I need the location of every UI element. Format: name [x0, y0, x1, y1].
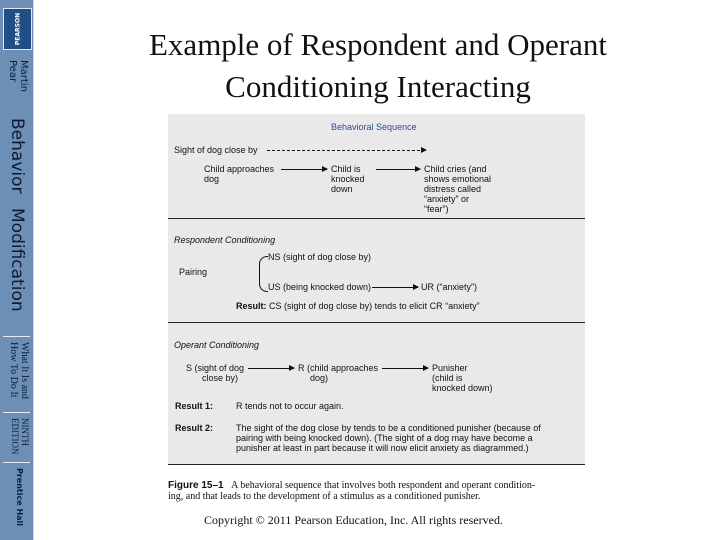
banner-title-behavior: Behavior: [7, 118, 27, 194]
result2-line: The sight of the dog close by tends to be a conditioned punisher (because of: [236, 423, 541, 433]
result-label: Result:: [236, 301, 267, 311]
respondent-result: [236, 301, 480, 311]
behavioral-sequence-heading: Behavioral Sequence: [331, 122, 417, 132]
r-line: R (child approaches: [298, 363, 379, 373]
banner-edition: [10, 418, 30, 455]
section-divider: [168, 218, 585, 219]
ur-label: UR (“anxiety”): [421, 282, 478, 292]
caption-line: [168, 480, 588, 491]
operant-heading: Operant Conditioning: [174, 340, 260, 350]
banner-title-modification: Modification: [7, 208, 27, 312]
result-text: CS (sight of dog close by) tends to elicit CR “anxiety”: [269, 301, 480, 311]
punisher-line: Punisher: [432, 363, 468, 373]
result2-label: Result 2:: [175, 423, 214, 433]
step-line: Child cries (and: [424, 164, 487, 174]
banner-divider: [3, 462, 30, 463]
step-child-approaches: [204, 164, 274, 184]
banner-divider: [3, 336, 30, 337]
figure-results-area: [168, 395, 585, 465]
figure-bottom-border: [168, 464, 585, 465]
slide-title-line: Conditioning Interacting: [225, 69, 531, 104]
result1-text: R tends not to occur again.: [236, 401, 344, 411]
punisher-line: knocked down): [432, 383, 493, 393]
step-line: shows emotional: [424, 174, 492, 184]
step-line: distress called: [424, 184, 482, 194]
step-line: Child approaches: [204, 164, 275, 174]
caption-text: A behavioral sequence that involves both respondent and operant condition-: [231, 480, 536, 491]
trigger-label: Sight of dog close by: [174, 145, 258, 155]
banner-authors: [7, 60, 29, 92]
author-name: Martin: [18, 60, 29, 92]
copyright-notice: Copyright © 2011 Pearson Education, Inc. All rights reserved.: [204, 513, 503, 527]
slide-title-line: Example of Respondent and Operant: [149, 27, 607, 62]
arrow: [281, 169, 327, 170]
banner-divider: [3, 412, 30, 413]
s-line: close by): [202, 373, 239, 383]
step-child-knocked-down: [331, 164, 365, 194]
arrow: [372, 287, 418, 288]
operant-r-label: [298, 363, 378, 383]
r-line: dog): [310, 373, 329, 383]
ns-label: NS (sight of dog close by): [268, 252, 372, 262]
operant-punisher-label: [432, 363, 493, 393]
operant-s-label: [186, 363, 244, 383]
result2-line: punisher at least in part because it will now elicit anxiety as diagrammed.): [236, 443, 529, 453]
subtitle-line: How To Do It: [8, 342, 19, 398]
arrow: [248, 368, 294, 369]
result2-text: [236, 423, 541, 453]
step-line: down: [331, 184, 353, 194]
result1-label: Result 1:: [175, 401, 214, 411]
s-line: S (sight of dog: [186, 363, 245, 373]
figure-caption: [168, 480, 588, 502]
publisher-logo-text: PEARSON: [14, 12, 21, 46]
arrow: [382, 368, 428, 369]
caption-label: Figure 15–1: [168, 480, 224, 491]
step-line: “anxiety” or: [424, 194, 470, 204]
pairing-label: Pairing: [179, 267, 208, 277]
arrow: [376, 169, 420, 170]
punisher-line: (child is: [432, 373, 463, 383]
pairing-brace: [259, 256, 268, 292]
step-child-cries: [424, 164, 491, 214]
banner-publisher: Prentice Hall: [15, 468, 24, 527]
dashed-arrow: [267, 150, 425, 151]
author-name: Pear: [7, 60, 18, 83]
banner-subtitle: [8, 342, 30, 399]
respondent-heading: Respondent Conditioning: [174, 235, 276, 245]
step-line: dog: [204, 174, 220, 184]
book-banner: [0, 0, 34, 540]
step-line: Child is: [331, 164, 361, 174]
us-label: US (being knocked down): [268, 282, 372, 292]
step-line: knocked: [331, 174, 365, 184]
figure-diagram: [168, 114, 585, 414]
section-divider: [168, 322, 585, 323]
edition-line: EDITION: [10, 418, 20, 455]
publisher-logo: [3, 8, 32, 50]
slide-title: [48, 24, 708, 108]
subtitle-line: What It Is and: [19, 342, 30, 399]
result2-line: pairing with being knocked down). (The sight of a dog may have become a: [236, 433, 533, 443]
step-line: “fear”): [424, 204, 449, 214]
caption-line: ing, and that leads to the development of a stimulus as a conditioned punisher.: [168, 491, 481, 502]
edition-line: NINTH: [20, 418, 30, 446]
